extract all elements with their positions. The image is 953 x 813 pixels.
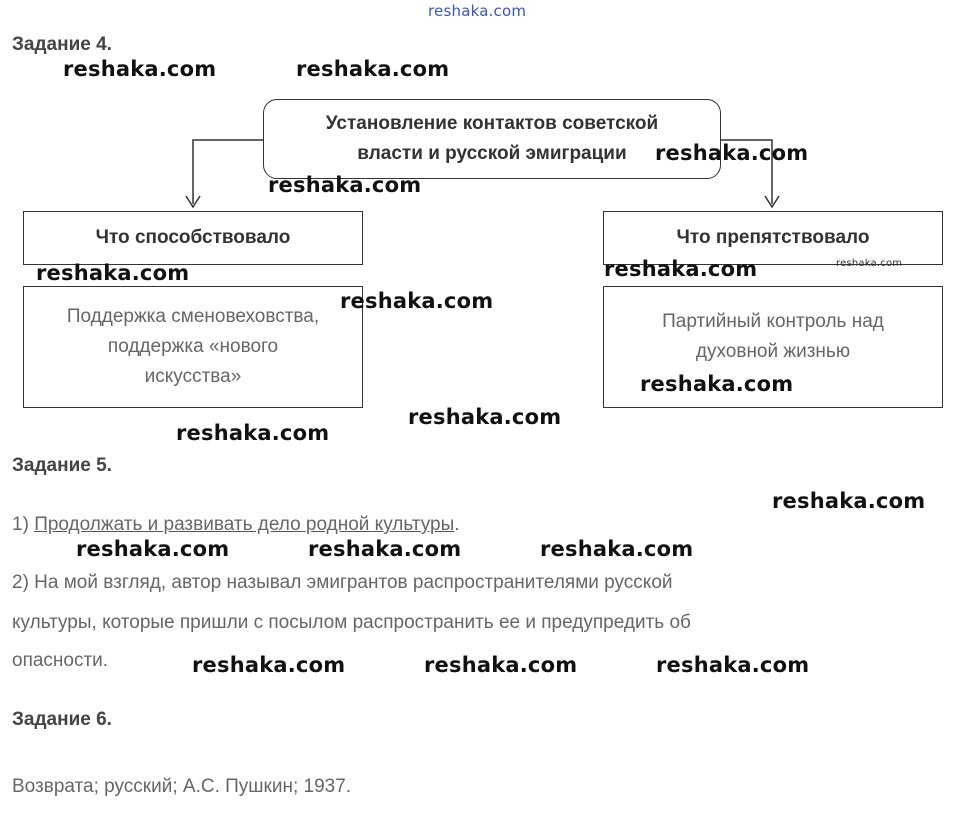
watermark: reshaka.com xyxy=(640,372,794,396)
line1-underlined: Продолжать и развивать дело родной культуры xyxy=(34,514,455,535)
watermark: reshaka.com xyxy=(36,261,190,285)
watermark: reshaka.com xyxy=(192,653,346,677)
task4-heading: Задание 4. xyxy=(12,34,112,55)
watermark: reshaka.com xyxy=(76,537,230,561)
task5-line4: опасности. xyxy=(12,650,109,671)
watermark-small: reshaka.com xyxy=(836,258,903,269)
watermark: reshaka.com xyxy=(772,489,926,513)
watermark: reshaka.com xyxy=(63,57,217,81)
line1-number: 1) xyxy=(12,514,35,535)
watermark: reshaka.com xyxy=(176,421,330,445)
watermark: reshaka.com xyxy=(308,537,462,561)
watermark: reshaka.com xyxy=(296,57,450,81)
task5-line3: культуры, которые пришли с посылом распространить ее и предупредить об xyxy=(12,612,691,633)
task5-line1 xyxy=(12,514,460,536)
arrow-left-line xyxy=(193,140,263,204)
task5-heading: Задание 5. xyxy=(12,455,112,476)
task6-heading: Задание 6. xyxy=(12,709,112,730)
task6-answer: Возврата; русский; А.С. Пушкин; 1937. xyxy=(12,776,352,797)
right-content-box: Партийный контроль над духовной жизнью xyxy=(603,286,943,408)
left-content-box: Поддержка сменовеховства, поддержка «нового искусства» xyxy=(23,286,363,408)
watermark: reshaka.com xyxy=(540,537,694,561)
watermark: reshaka.com xyxy=(655,141,809,165)
task5-line2: 2) На мой взгляд, автор называл эмигрантов распространителями русской xyxy=(12,572,673,593)
watermark: reshaka.com xyxy=(424,653,578,677)
left-title-box: Что способствовало xyxy=(23,211,363,265)
right-title-box: Что препятствовало xyxy=(603,211,943,265)
watermark: reshaka.com xyxy=(656,653,810,677)
watermark: reshaka.com xyxy=(408,405,562,429)
watermark: reshaka.com xyxy=(340,289,494,313)
line1-end: . xyxy=(454,514,460,535)
watermark: reshaka.com xyxy=(268,173,422,197)
root-box: Установление контактов советской власти и русской эмиграции xyxy=(263,99,721,179)
top-watermark: reshaka.com xyxy=(428,2,527,20)
watermark: reshaka.com xyxy=(604,257,758,281)
